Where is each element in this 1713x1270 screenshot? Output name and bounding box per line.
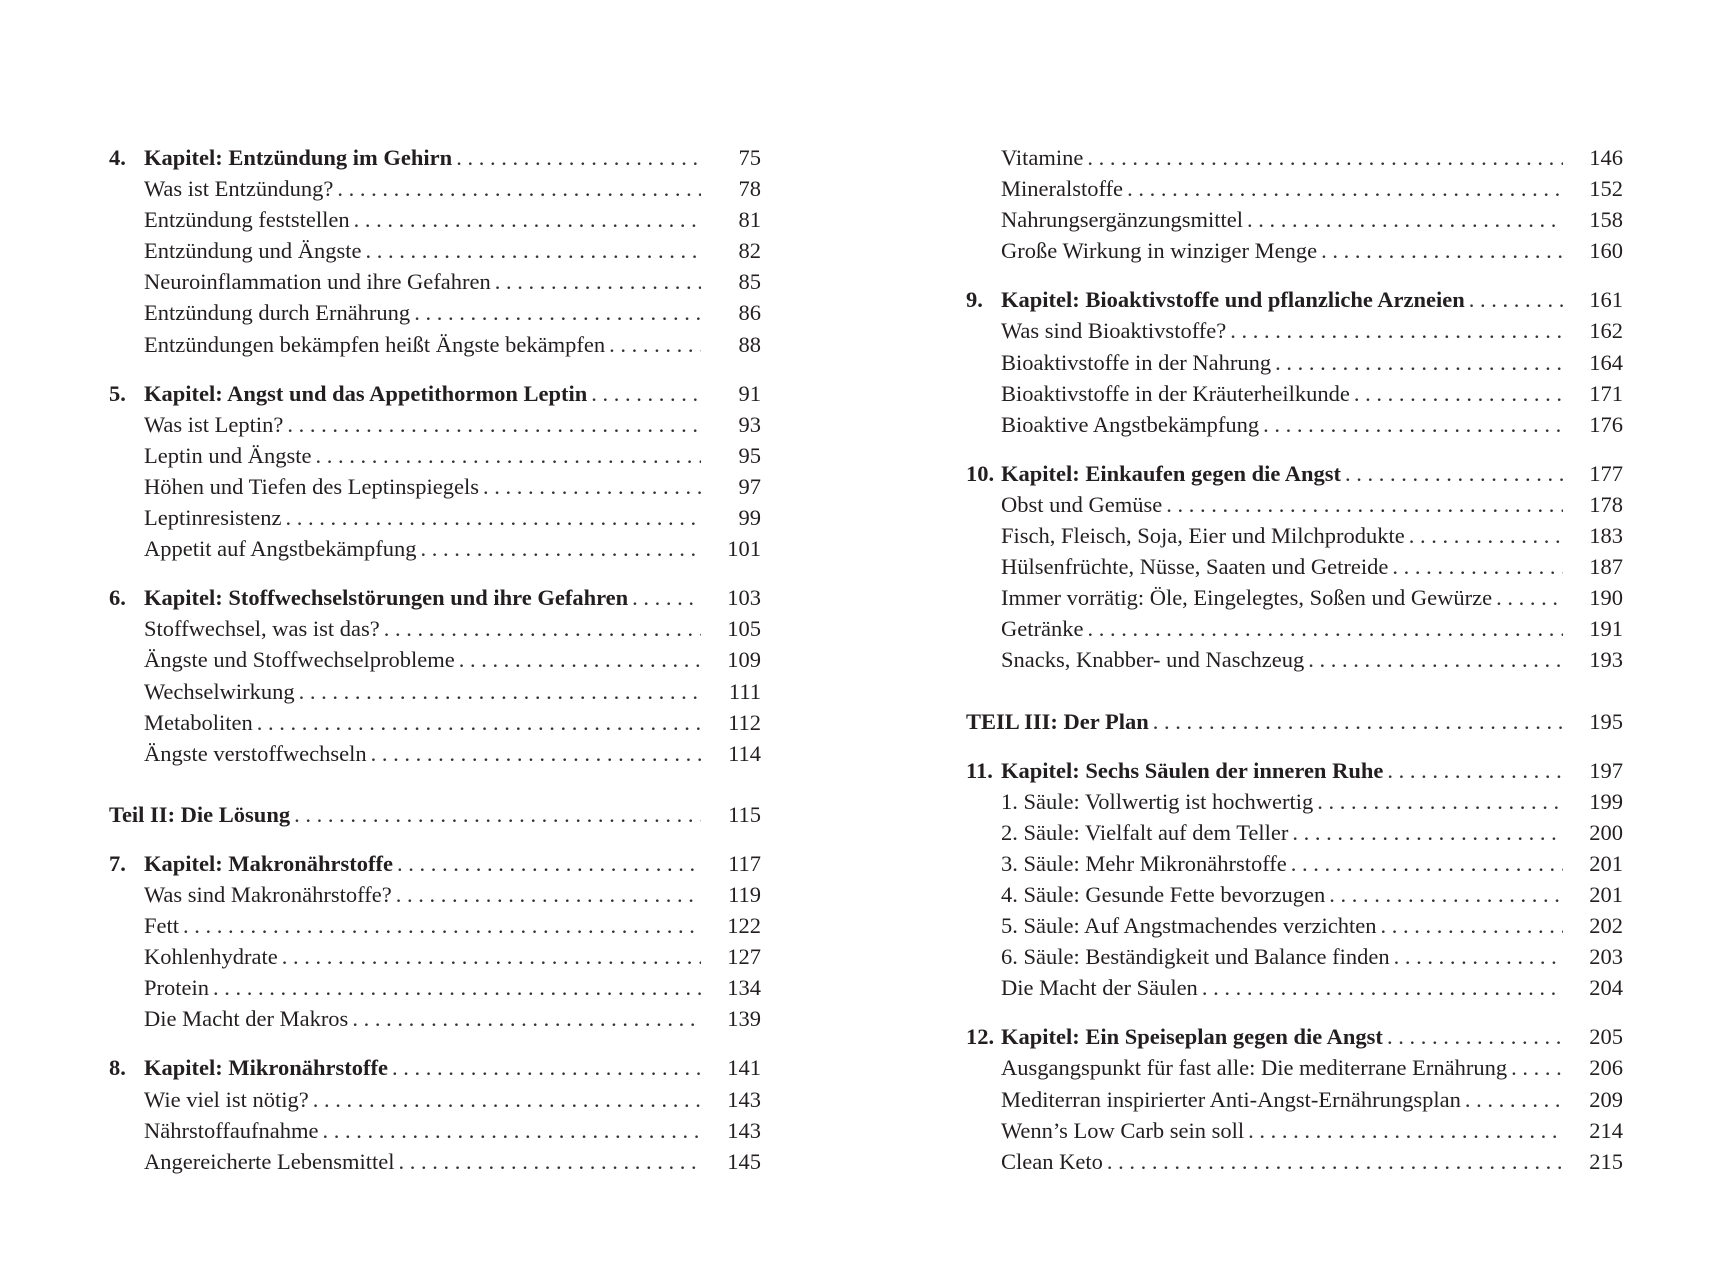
toc-section-entry <box>966 972 1623 1003</box>
toc-entry-title: Kapitel: Einkaufen gegen die Angst <box>1001 460 1342 486</box>
dot-leader <box>371 738 701 769</box>
dot-leader <box>257 707 701 738</box>
toc-page-number: 164 <box>1589 349 1623 375</box>
dot-leader <box>1354 378 1563 409</box>
toc-section-entry <box>109 707 761 738</box>
dot-leader <box>323 1115 701 1146</box>
toc-entry-title: Getränke <box>1001 616 1084 642</box>
dot-leader <box>591 378 701 409</box>
toc-section-entry <box>109 329 761 360</box>
toc-entry-title: Immer vorrätig: Öle, Eingelegtes, Soßen und Gewürze <box>1001 585 1493 611</box>
toc-section-entry <box>109 533 761 564</box>
dot-leader <box>392 1052 701 1083</box>
toc-section-entry <box>109 1115 761 1146</box>
dot-leader <box>459 644 701 675</box>
toc-page-number: 111 <box>728 678 761 704</box>
toc-page-number: 215 <box>1589 1148 1623 1174</box>
toc-entry-title: Was sind Makronährstoffe? <box>144 881 392 907</box>
toc-section-entry <box>109 941 761 972</box>
dot-leader <box>313 1084 701 1115</box>
dot-leader <box>365 235 701 266</box>
toc-page-number: 203 <box>1589 944 1623 970</box>
toc-page-number: 93 <box>738 411 761 437</box>
toc-column-left <box>109 142 761 1177</box>
toc-page-number: 199 <box>1589 788 1623 814</box>
dot-leader <box>1465 1084 1563 1115</box>
toc-section-entry <box>966 644 1623 675</box>
toc-section-entry <box>109 879 761 910</box>
toc-entry-title: Bioaktivstoffe in der Nahrung <box>1001 349 1272 375</box>
toc-section-entry <box>966 173 1623 204</box>
toc-entry-title: Wenn’s Low Carb sein soll <box>1001 1117 1245 1143</box>
dot-leader <box>384 613 701 644</box>
dot-leader <box>1202 972 1563 1003</box>
dot-leader <box>1496 582 1563 613</box>
toc-column-right <box>966 142 1623 1177</box>
toc-page-number: 158 <box>1589 207 1623 233</box>
toc-entry-title: 5. Säule: Auf Angstmachendes verzichten <box>1001 913 1377 939</box>
toc-page-number: 82 <box>738 238 761 264</box>
dot-leader <box>396 879 701 910</box>
toc-page-number: 91 <box>738 380 761 406</box>
toc-entry-title: Ausgangspunkt für fast alle: Die mediterrane Ernährung <box>1001 1055 1508 1081</box>
toc-page-number: 85 <box>738 269 761 295</box>
toc-section-entry <box>109 471 761 502</box>
toc-entry-title: Snacks, Knabber- und Naschzeug <box>1001 647 1305 673</box>
toc-entry-title: Stoffwechsel, was ist das? <box>144 616 380 642</box>
toc-page-number: 200 <box>1589 819 1623 845</box>
dot-leader <box>1345 458 1563 489</box>
toc-page-number: 117 <box>728 850 761 876</box>
dot-leader <box>1087 613 1563 644</box>
toc-page-number: 105 <box>727 616 761 642</box>
toc-entry-title: Entzündung und Ängste <box>144 238 362 264</box>
toc-entry-title: Nahrungsergänzungsmittel <box>1001 207 1244 233</box>
toc-section-entry <box>966 235 1623 266</box>
toc-page-number: 214 <box>1589 1117 1623 1143</box>
toc-page-number: 171 <box>1589 380 1623 406</box>
toc-section-entry <box>966 848 1623 879</box>
toc-entry-title: Kohlenhydrate <box>144 944 278 970</box>
dot-leader <box>354 204 701 235</box>
toc-page-number: 143 <box>727 1086 761 1112</box>
dot-leader <box>315 440 701 471</box>
toc-page-number: 112 <box>728 709 761 735</box>
toc-section-entry <box>966 489 1623 520</box>
toc-entry-title: Große Wirkung in winziger Menge <box>1001 238 1318 264</box>
dot-leader <box>287 409 701 440</box>
toc-section-entry <box>109 738 761 769</box>
chapter-number: 10. <box>966 460 995 486</box>
toc-entry-title: Appetit auf Angstbekämpfung <box>144 536 417 562</box>
toc-page-number: 143 <box>727 1117 761 1143</box>
toc-page-number: 97 <box>738 473 761 499</box>
dot-leader <box>337 173 701 204</box>
toc-page-number: 152 <box>1589 176 1623 202</box>
toc-entry-title: Mediterran inspirierter Anti-Angst-Ernährungsplan <box>1001 1086 1461 1112</box>
dot-leader <box>294 799 701 830</box>
toc-section-entry <box>966 1146 1623 1177</box>
toc-page-number: 145 <box>727 1148 761 1174</box>
dot-leader <box>495 266 701 297</box>
toc-entry-title: Bioaktivstoffe in der Kräuterheilkunde <box>1001 380 1350 406</box>
toc-chapter-entry <box>109 142 761 173</box>
dot-leader <box>1087 142 1563 173</box>
toc-section-entry <box>966 879 1623 910</box>
toc-page-number: 177 <box>1589 460 1623 486</box>
toc-page-number: 101 <box>727 536 761 562</box>
toc-entry-title: Metaboliten <box>144 709 253 735</box>
chapter-number: 11. <box>966 757 993 783</box>
toc-entry-title: 2. Säule: Vielfalt auf dem Teller <box>1001 819 1289 845</box>
dot-leader <box>456 142 701 173</box>
toc-page-number: 202 <box>1589 913 1623 939</box>
dot-leader <box>1387 755 1563 786</box>
dot-leader <box>1248 1115 1563 1146</box>
toc-entry-title: Ängste und Stoffwechselprobleme <box>144 647 455 673</box>
toc-entry-title: Was ist Entzündung? <box>144 176 334 202</box>
left-page <box>0 0 856 1270</box>
dot-leader <box>1469 284 1563 315</box>
toc-section-entry <box>966 378 1623 409</box>
toc-page-number: 161 <box>1589 287 1623 313</box>
dot-leader <box>1387 1021 1563 1052</box>
toc-section-entry <box>966 347 1623 378</box>
dot-leader <box>1291 848 1563 879</box>
toc-entry-title: Kapitel: Mikronährstoffe <box>144 1055 388 1081</box>
chapter-number: 4. <box>109 145 126 170</box>
chapter-number: 6. <box>109 585 126 611</box>
toc-entry-title: Entzündungen bekämpfen heißt Ängste bekämpfen <box>144 331 606 357</box>
dot-leader <box>1381 910 1563 941</box>
toc-page-number: 78 <box>738 176 761 202</box>
toc-page-number: 197 <box>1589 757 1623 783</box>
toc-section-entry <box>109 235 761 266</box>
toc-section-entry <box>109 1003 761 1034</box>
chapter-number: 9. <box>966 287 983 313</box>
toc-section-entry <box>109 644 761 675</box>
dot-leader <box>609 329 701 360</box>
toc-entry-title: 6. Säule: Beständigkeit und Balance finden <box>1001 944 1390 970</box>
toc-page-number: 114 <box>728 740 761 766</box>
toc-page-number: 81 <box>738 207 761 233</box>
toc-page-number: 160 <box>1589 238 1623 264</box>
toc-page-number: 103 <box>727 585 761 611</box>
toc-section-entry <box>109 910 761 941</box>
toc-section-entry <box>966 1115 1623 1146</box>
toc-page-number: 201 <box>1589 850 1623 876</box>
toc-entry-title: Fett <box>144 913 180 939</box>
toc-page-number: 183 <box>1589 523 1623 549</box>
dot-leader <box>1394 941 1563 972</box>
toc-entry-title: Wie viel ist nötig? <box>144 1086 309 1112</box>
dot-leader <box>352 1003 701 1034</box>
toc-section-entry <box>966 204 1623 235</box>
toc-entry-title: Fisch, Fleisch, Soja, Eier und Milchprodukte <box>1001 523 1405 549</box>
toc-entry-title: Leptinresistenz <box>144 505 282 531</box>
toc-section-entry <box>109 204 761 235</box>
toc-entry-title: Neuroinflammation und ihre Gefahren <box>144 269 491 295</box>
dot-leader <box>632 582 701 613</box>
toc-section-entry <box>966 142 1623 173</box>
toc-page-number: 205 <box>1589 1024 1623 1050</box>
toc-page-number: 209 <box>1589 1086 1623 1112</box>
toc-chapter-entry <box>109 1052 761 1083</box>
toc-entry-title: Leptin und Ängste <box>144 442 312 468</box>
dot-leader <box>285 502 701 533</box>
dot-leader <box>1317 786 1563 817</box>
toc-chapter-entry <box>109 582 761 613</box>
dot-leader <box>1107 1146 1563 1177</box>
toc-page-number: 201 <box>1589 881 1623 907</box>
toc-chapter-entry <box>966 1021 1623 1052</box>
toc-page-number: 195 <box>1589 708 1623 734</box>
toc-part-entry <box>966 706 1623 737</box>
toc-page-number: 75 <box>738 145 761 170</box>
toc-page-number: 193 <box>1589 647 1623 673</box>
toc-page-number: 88 <box>738 331 761 357</box>
toc-entry-title: Teil II: Die Lösung <box>109 801 291 827</box>
toc-section-entry <box>966 582 1623 613</box>
toc-entry-title: Vitamine <box>1001 145 1084 170</box>
toc-page-number: 206 <box>1589 1055 1623 1081</box>
toc-entry-title: Was ist Leptin? <box>144 411 284 437</box>
dot-leader <box>1230 315 1563 346</box>
toc-page-number: 134 <box>727 975 761 1001</box>
toc-entry-title: Hülsenfrüchte, Nüsse, Saaten und Getreide <box>1001 554 1389 580</box>
toc-entry-title: Entzündung feststellen <box>144 207 350 233</box>
toc-entry-title: Was sind Bioaktivstoffe? <box>1001 318 1227 344</box>
toc-page-number: 122 <box>727 913 761 939</box>
toc-entry-title: Höhen und Tiefen des Leptinspiegels <box>144 473 479 499</box>
toc-section-entry <box>109 972 761 1003</box>
toc-entry-title: Nährstoffaufnahme <box>144 1117 319 1143</box>
dot-leader <box>483 471 701 502</box>
dot-leader <box>282 941 701 972</box>
dot-leader <box>420 533 701 564</box>
toc-section-entry <box>109 613 761 644</box>
toc-entry-title: Kapitel: Sechs Säulen der inneren Ruhe <box>1001 757 1384 783</box>
dot-leader <box>1292 817 1563 848</box>
dot-leader <box>1275 347 1563 378</box>
toc-page-number: 86 <box>738 300 761 326</box>
toc-page-number: 176 <box>1589 411 1623 437</box>
toc-entry-title: Wechselwirkung <box>144 678 295 704</box>
toc-page-number: 115 <box>728 801 761 827</box>
toc-entry-title: Bioaktive Angstbekämpfung <box>1001 411 1260 437</box>
toc-section-entry <box>966 910 1623 941</box>
toc-page-number: 119 <box>728 881 761 907</box>
dot-leader <box>397 848 701 879</box>
toc-page-number: 141 <box>727 1055 761 1081</box>
dot-leader <box>399 1146 701 1177</box>
chapter-number: 8. <box>109 1055 126 1081</box>
toc-section-entry <box>109 1146 761 1177</box>
toc-section-entry <box>109 1084 761 1115</box>
dot-leader <box>1127 173 1563 204</box>
dot-leader <box>1321 235 1563 266</box>
toc-chapter-entry <box>966 755 1623 786</box>
toc-chapter-entry <box>109 848 761 879</box>
chapter-number: 12. <box>966 1024 995 1050</box>
toc-page-number: 146 <box>1589 145 1623 170</box>
toc-entry-title: Obst und Gemüse <box>1001 491 1163 517</box>
toc-section-entry <box>966 1052 1623 1083</box>
toc-page-number: 162 <box>1589 318 1623 344</box>
toc-section-entry <box>966 315 1623 346</box>
toc-entry-title: Entzündung durch Ernährung <box>144 300 411 326</box>
dot-leader <box>1166 489 1563 520</box>
toc-page-number: 204 <box>1589 975 1623 1001</box>
toc-section-entry <box>966 520 1623 551</box>
toc-entry-title: Ängste verstoffwechseln <box>144 740 367 766</box>
dot-leader <box>1511 1052 1563 1083</box>
dot-leader <box>1409 520 1563 551</box>
dot-leader <box>414 297 701 328</box>
toc-entry-title: Die Macht der Säulen <box>1001 975 1198 1001</box>
dot-leader <box>1392 551 1563 582</box>
toc-section-entry <box>966 613 1623 644</box>
toc-entry-title: Protein <box>144 975 209 1001</box>
dot-leader <box>299 676 701 707</box>
toc-page-number: 99 <box>738 505 761 531</box>
toc-section-entry <box>966 551 1623 582</box>
toc-section-entry <box>109 173 761 204</box>
toc-entry-title: Angereicherte Lebensmittel <box>144 1148 395 1174</box>
right-page <box>856 0 1713 1270</box>
dot-leader <box>1308 644 1563 675</box>
toc-entry-title: Clean Keto <box>1001 1148 1103 1174</box>
toc-chapter-entry <box>966 284 1623 315</box>
toc-entry-title: Kapitel: Angst und das Appetithormon Leptin <box>144 380 588 406</box>
toc-page-number: 187 <box>1589 554 1623 580</box>
dot-leader <box>183 910 701 941</box>
toc-entry-title: 3. Säule: Mehr Mikronährstoffe <box>1001 850 1287 876</box>
toc-page-number: 109 <box>727 647 761 673</box>
toc-page-number: 127 <box>727 944 761 970</box>
toc-entry-title: Die Macht der Makros <box>144 1006 349 1032</box>
dot-leader <box>1153 706 1563 737</box>
dot-leader <box>1247 204 1563 235</box>
toc-chapter-entry <box>966 458 1623 489</box>
toc-section-entry <box>966 941 1623 972</box>
toc-section-entry <box>109 266 761 297</box>
chapter-number: 7. <box>109 850 126 876</box>
toc-section-entry <box>109 440 761 471</box>
toc-entry-title: Kapitel: Ein Speiseplan gegen die Angst <box>1001 1024 1383 1050</box>
toc-section-entry <box>966 1084 1623 1115</box>
toc-part-entry <box>109 799 761 830</box>
toc-entry-title: 4. Säule: Gesunde Fette bevorzugen <box>1001 881 1326 907</box>
dot-leader <box>1263 409 1563 440</box>
dot-leader <box>213 972 701 1003</box>
toc-section-entry <box>109 502 761 533</box>
toc-page-number: 191 <box>1589 616 1623 642</box>
toc-page-number: 178 <box>1589 491 1623 517</box>
toc-section-entry <box>966 817 1623 848</box>
toc-page-number: 139 <box>727 1006 761 1032</box>
toc-entry-title: Kapitel: Entzündung im Gehirn <box>144 145 453 170</box>
toc-entry-title: 1. Säule: Vollwertig ist hochwertig <box>1001 788 1314 814</box>
toc-entry-title: TEIL III: Der Plan <box>966 708 1149 734</box>
toc-entry-title: Mineralstoffe <box>1001 176 1124 202</box>
toc-section-entry <box>109 409 761 440</box>
toc-page-number: 95 <box>738 442 761 468</box>
toc-page-number: 190 <box>1589 585 1623 611</box>
toc-section-entry <box>966 786 1623 817</box>
toc-entry-title: Kapitel: Makronährstoffe <box>144 850 393 876</box>
toc-section-entry <box>109 676 761 707</box>
dot-leader <box>1329 879 1563 910</box>
toc-entry-title: Kapitel: Bioaktivstoffe und pflanzliche Arzneien <box>1001 287 1465 313</box>
chapter-number: 5. <box>109 380 126 406</box>
toc-entry-title: Kapitel: Stoffwechselstörungen und ihre Gefahren <box>144 585 629 611</box>
toc-section-entry <box>966 409 1623 440</box>
toc-chapter-entry <box>109 378 761 409</box>
toc-section-entry <box>109 297 761 328</box>
